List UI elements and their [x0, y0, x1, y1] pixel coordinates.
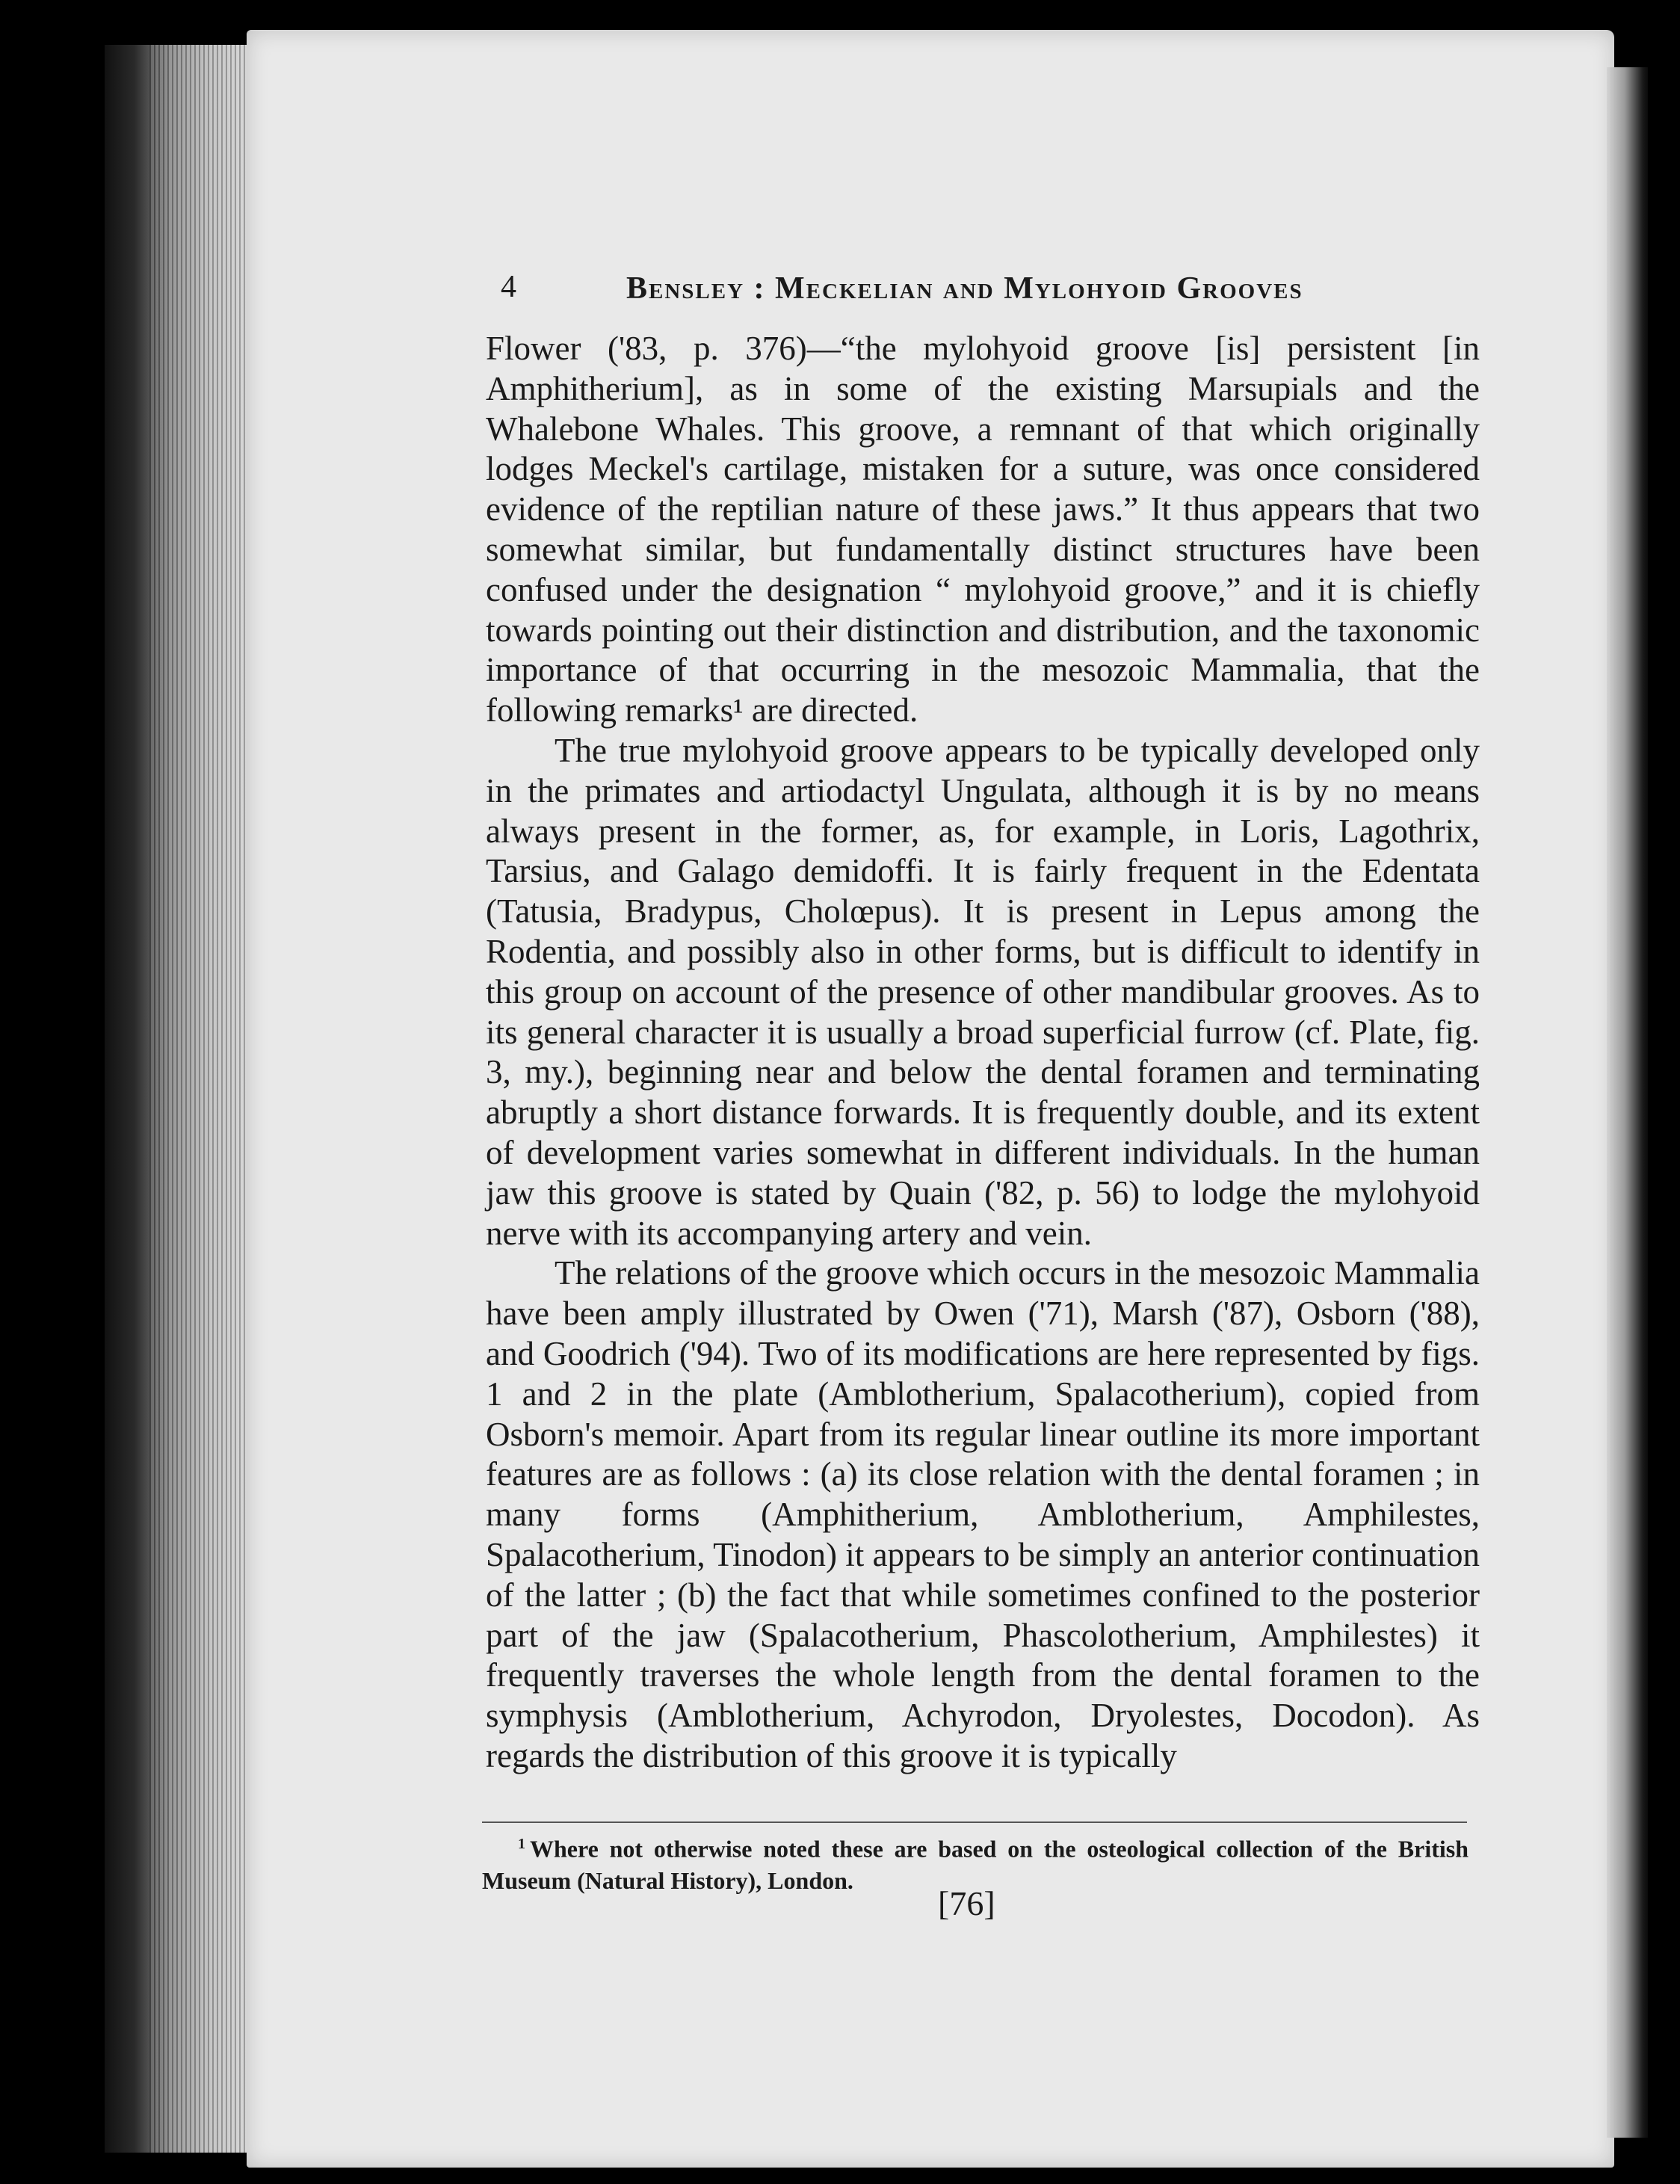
- paragraph-3: The relations of the groove which occurs in the mesozoic Mammalia have been amply illustrated by Owen ('71), Marsh ('87), Osborn ('88), and Goodrich ('94). Two of its modifications are here represented by figs. 1 and 2 in the plate (Amblotherium, Spalacotherium), copied from Osborn's memoir. Apart from its regular linear outline its more important features are as follows : (a) its close relation with the dental foramen ; in many forms (Amphitherium, Amblotherium, Amphilestes, Spalacotherium, Tinodon) it appears to be simply an anterior continuation of the latter ; (b) the fact that while sometimes confined to the posterior part of the jaw (Spalacotherium, Phascolotherium, Amphilestes) it frequently traverses the whole length from the dental foramen to the symphysis (Amblotherium, Achyrodon, Dryolestes, Docodon). As regards the distribution of this groove it is typically: [486, 1254, 1480, 1774]
- scan-border: [1648, 67, 1680, 2138]
- footnote-marker: 1: [518, 1836, 525, 1852]
- page-header: [501, 269, 1398, 314]
- page-reference: [76]: [938, 1884, 995, 1922]
- paragraph-1: Flower ('83, p. 376)—“the mylohyoid groove [is] persistent [in Amphitherium], as in some of the existing Marsupials and the Whalebone Whales. This groove, a remnant of that which originally lodges Meckel's cartilage, mistaken for a suture, was once considered evidence of the reptilian nature of these jaws.” It thus appears that two somewhat similar, but fundamentally distinct structures have been confused under the designation “ mylohyoid groove,” and it is chiefly towards pointing out their distinction and distribution, and the taxonomic importance of that occurring in the mesozoic Mammalia, that the following remarks¹ are directed.: [486, 330, 1480, 729]
- book-right-edge: [1607, 67, 1652, 2138]
- paragraph-2: The true mylohyoid groove appears to be typically developed only in the primates and artiodactyl Ungulata, although it is by no means always present in the former, as, for example, in Loris, Lagothrix, Tarsius, and Galago demidoffi. It is fairly frequent in the Edentata (Tatusia, Bradypus, Cholœpus). It is present in Lepus among the Rodentia, and possibly also in other forms, but is difficult to identify in this group on account of the presence of other mandibular grooves. As to its general character it is usually a broad superficial furrow (cf. Plate, fig. 3, my.), beginning near and below the dental foramen and terminating abruptly a short distance forwards. It is frequently double, and its extent of development varies somewhat in different individuals. In the human jaw this groove is stated by Quain ('82, p. 56) to lodge the mylohyoid nerve with its accompanying artery and vein.: [486, 731, 1480, 1252]
- page-number: 4: [501, 270, 517, 304]
- running-head: Bensley : Meckelian and Mylohyoid Grooves: [626, 271, 1303, 306]
- footnote-text: Where not otherwise noted these are based on the osteological collection of the British Museum (Natural History), London.: [482, 1835, 1469, 1894]
- body-text: [486, 329, 1480, 1777]
- footnote-rule: [482, 1821, 1467, 1823]
- page-stack-edges: [149, 45, 254, 2153]
